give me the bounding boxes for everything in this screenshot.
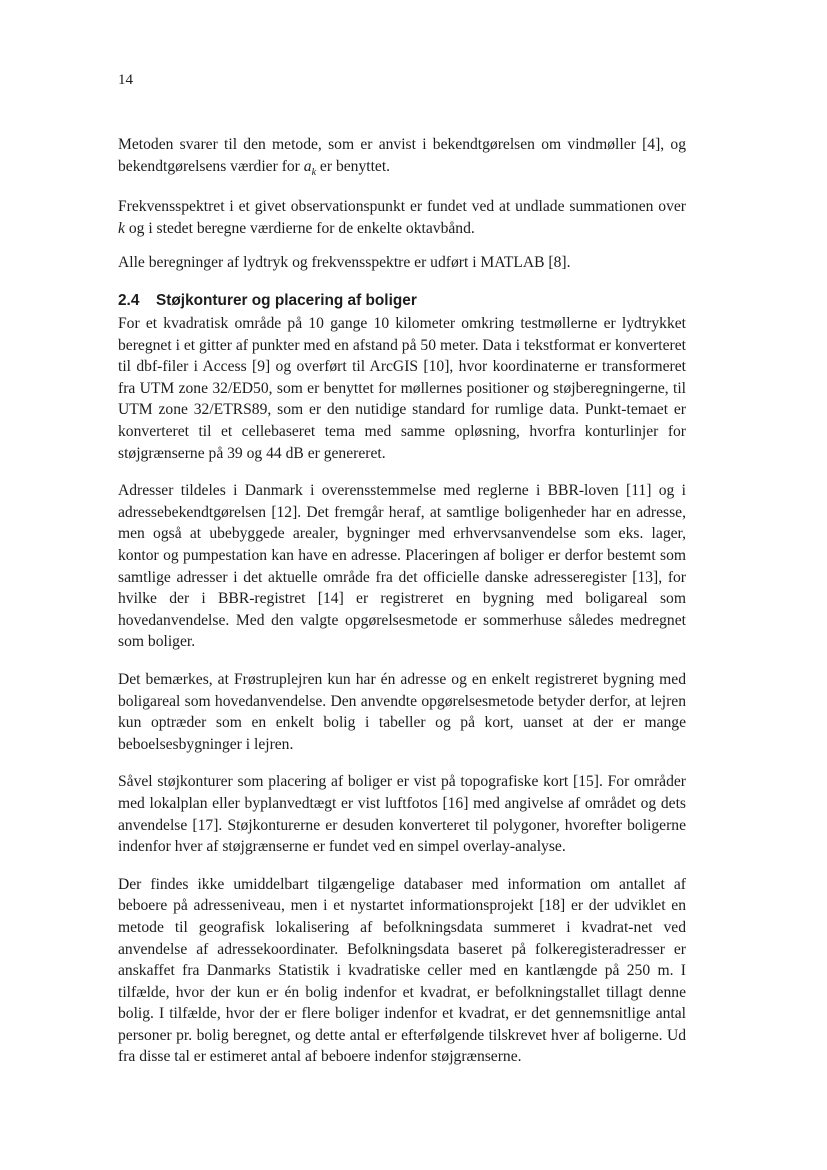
section-title: Støjkonturer og placering af boliger bbox=[156, 292, 417, 310]
section-paragraph: Der findes ikke umiddelbart tilgængelige databaser med information om antallet af beboere på adresseniveau, men i et nystartet informationsprojekt [18] er der udviklet en metode til geografisk lokalisering af befolkningsdata summeret i kvadrat-net ved anvendelse af adressekoordinater. Befolkningsdata baseret på folkeregisteradresser er anskaffet fra Danmarks Statistik i kvadratiske celler med en kantlængde på 250 m. I tilfælde, hvor der kun er én bolig indenfor et kvadrat, er befolkningstallet tillagt denne bolig. I tilfælde, hvor der er flere boliger indenfor et kvadrat, er det gennemsnitlige antal personer pr. bolig beregnet, og dette antal er efterfølgende tilskrevet hver af boligerne. Ud fra disse tal er estimeret antal af beboere indenfor støjgrænserne. bbox=[118, 875, 686, 1066]
paragraph-frequency-spectrum bbox=[118, 196, 686, 239]
paragraph-text: og i stedet beregne værdierne for de enkelte oktavbånd. bbox=[124, 219, 475, 237]
paragraph-method bbox=[118, 134, 686, 183]
section-number: 2.4 bbox=[118, 292, 140, 310]
symbol-subscript-k: k bbox=[311, 166, 317, 178]
section-paragraph: Såvel støjkonturer som placering af boliger er vist på topografiske kort [15]. For områder med lokalplan eller byplanvedtægt er vist luftfotos [16] med angivelse af området og dets anvendelse [17]. Støjkonturerne er desuden konverteret til polygoner, hvorefter boligerne indenfor hver af støjgrænserne er fundet ved en simpel overlay-analyse. bbox=[118, 773, 686, 856]
paragraph-matlab: Alle beregninger af lydtryk og frekvensspektre er udført i MATLAB [8]. bbox=[118, 254, 571, 272]
paragraph-text: er benyttet. bbox=[316, 157, 391, 175]
section-heading bbox=[118, 290, 686, 311]
document-page bbox=[118, 70, 686, 1068]
section-paragraph: For et kvadratisk område på 10 gange 10 kilometer omkring testmøllerne er lydtrykket beregnet i et gitter af punkter med en afstand på 50 meter. Data i tekstformat er konverteret til dbf-filer i Access [9] og overført til ArcGIS [10], hvor koordinaterne er transformeret fra UTM zone 32/ED50, som er benyttet for møllernes positioner og støjberegningerne, til UTM zone 32/ETRS89, som er den nutidige standard for rumlige data. Punkt-temaet er konverteret til et cellebaseret tema med samme opløsning, hvorfra konturlinjer for støjgrænserne på 39 og 44 dB er genereret. bbox=[118, 315, 686, 462]
page-number: 14 bbox=[118, 72, 133, 88]
paragraph-text: Metoden svarer til den metode, som er anvist i bekendtgørelsen om vindmøller [4], og bekendtgørelsens værdier for bbox=[118, 136, 686, 175]
symbol-k: k bbox=[118, 219, 125, 237]
section-paragraph: Det bemærkes, at Frøstruplejren kun har én adresse og en enkelt registreret bygning med boligareal som hovedanvendelse. Den anvendte opgørelsesmetode betyder derfor, at lejren kun optræder som en enkelt bolig i tabeller og på kort, uanset at der er mange beboelsesbygninger i lejren. bbox=[118, 670, 686, 753]
symbol-a: a bbox=[303, 157, 312, 175]
paragraph-text: Frekvensspektret i et givet observationspunkt er fundet ved at undlade summationen over bbox=[118, 198, 686, 216]
section-paragraph: Adresser tildeles i Danmark i overensstemmelse med reglerne i BBR-loven [11] og i adressebekendtgørelsen [12]. Det fremgår heraf, at samtlige boligenheder har en adresse, men også at ubebyggede arealer, bygninger med erhvervsanvendelse som eks. lager, kontor og pumpestation kan have en adresse. Placeringen af boliger er derfor bestemt som samtlige adresser i det aktuelle område fra det officielle danske adresseregister [13], for hvilke der i BBR-registret [14] er registreret en bygning med boligareal som hovedanvendelse. Med den valgte opgørelsesmetode er sommerhuse således medregnet som boliger. bbox=[118, 482, 686, 651]
